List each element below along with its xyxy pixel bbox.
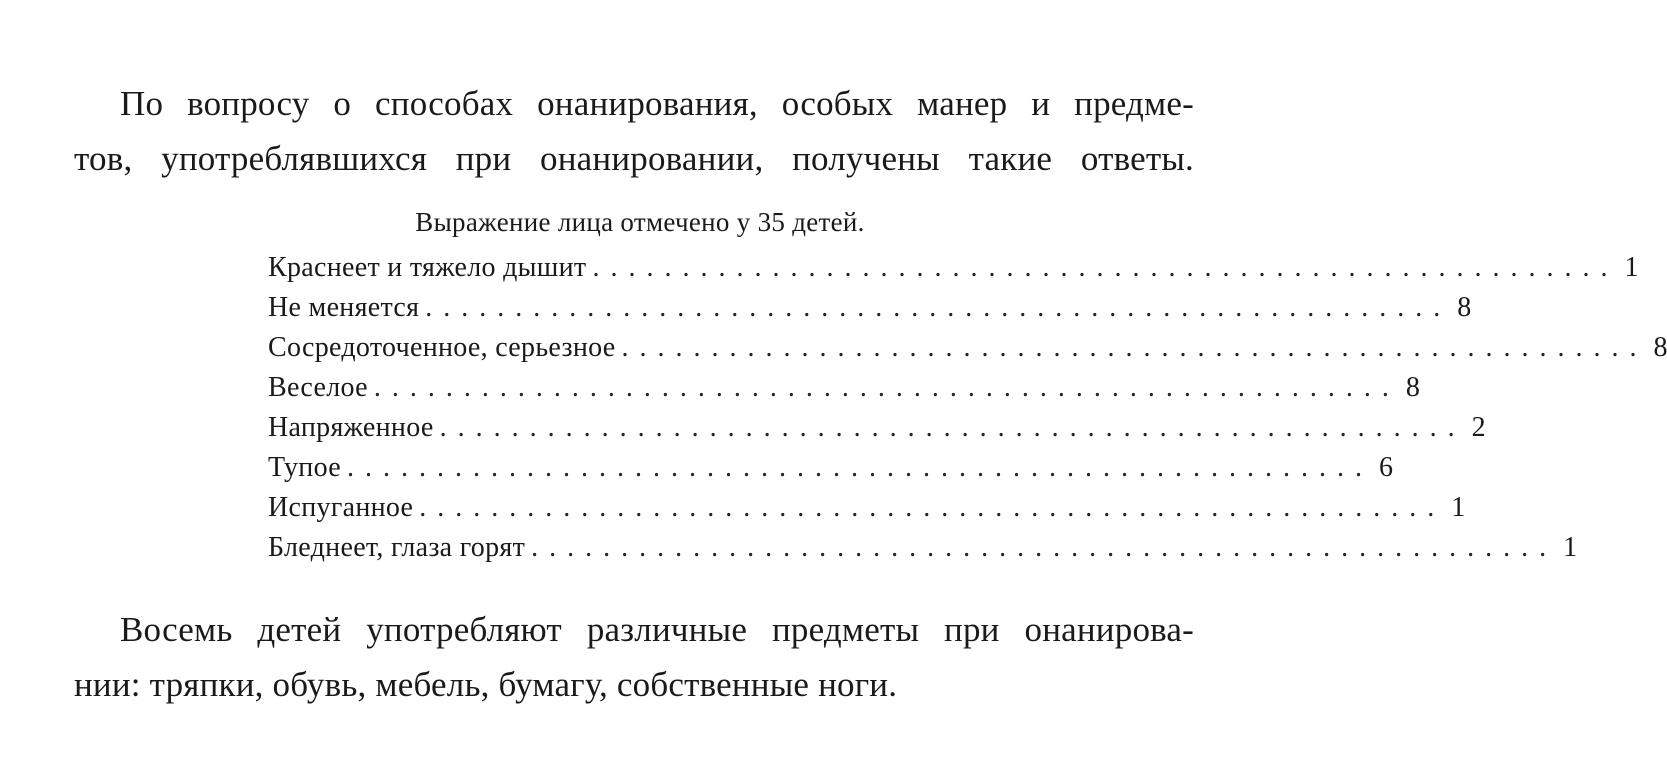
row-value: 1: [1624, 252, 1639, 283]
dot-leader: .........................................................: [373, 372, 1400, 403]
row-label: Бледнеет, глаза горят: [268, 532, 526, 563]
row-value: 1: [1451, 492, 1466, 523]
intro-line: По вопросу о способах онанирования, особых манер и предме-: [120, 84, 1194, 123]
row-value: 8: [1457, 292, 1472, 323]
row-label: Не меняется: [268, 292, 420, 323]
row-label: Веселое: [268, 372, 368, 403]
dot-leader: .........................................................: [439, 412, 1466, 443]
row-value: 2: [1471, 412, 1486, 443]
table-title-text: Выражение лица отмечено у 35 детей.: [415, 207, 865, 237]
list-item: [268, 488, 1466, 528]
list-item: [268, 448, 1393, 488]
closing-line: Восемь детей употребляют различные предметы при онанирова-: [120, 610, 1194, 649]
list-item: [268, 368, 1420, 408]
dot-leader: .........................................................: [346, 452, 1373, 483]
row-label: Сосредоточенное, серьезное: [268, 332, 616, 363]
list-item: [268, 328, 1667, 368]
face-expression-list: [268, 248, 1667, 568]
dot-leader: .........................................................: [531, 532, 1558, 563]
list-item: [268, 528, 1578, 568]
dot-leader: .........................................................: [419, 492, 1446, 523]
row-value: 6: [1378, 452, 1393, 483]
row-label: Тупое: [268, 452, 341, 483]
dot-leader: .........................................................: [592, 252, 1619, 283]
row-label: Испуганное: [268, 492, 414, 523]
row-label: Краснеет и тяжело дышит: [268, 252, 587, 283]
row-value: 8: [1653, 332, 1667, 363]
dot-leader: .........................................................: [621, 332, 1648, 363]
closing-line: нии: тряпки, обувь, мебель, бумагу, собственные ноги.: [74, 665, 898, 704]
row-value: 1: [1563, 532, 1578, 563]
closing-paragraph: [74, 602, 1194, 712]
table-title: [0, 202, 1280, 242]
row-value: 8: [1405, 372, 1420, 403]
intro-line: тов, употреблявшихся при онанировании, получены такие ответы.: [74, 139, 1194, 178]
row-label: Напряженное: [268, 412, 434, 443]
intro-paragraph: [74, 76, 1194, 186]
dot-leader: .........................................................: [425, 292, 1452, 323]
list-item: [268, 288, 1472, 328]
list-item: [268, 248, 1639, 288]
list-item: [268, 408, 1486, 448]
